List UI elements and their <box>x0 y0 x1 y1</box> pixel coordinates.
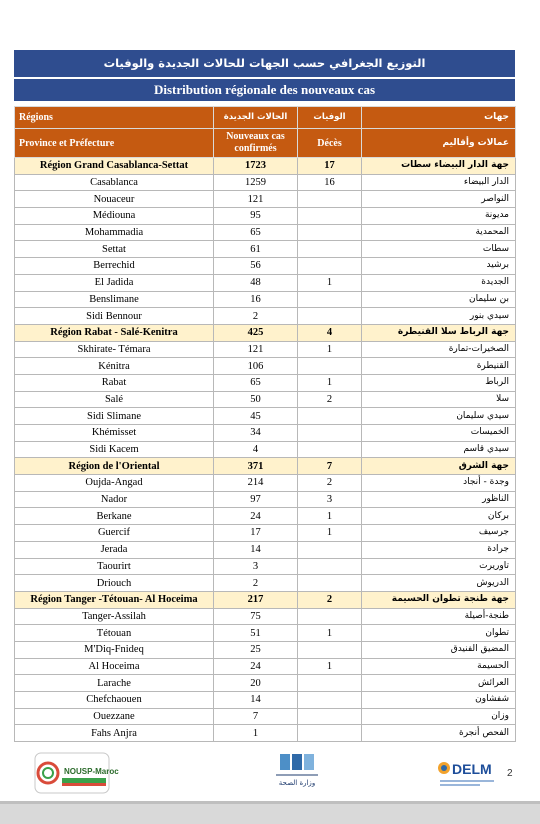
arabic-name-cell: جهة الدار البيضاء سطات <box>362 158 516 175</box>
deaths-cell: 2 <box>298 475 362 492</box>
arabic-name-cell: المحمدية <box>362 224 516 241</box>
new-cases-cell: 97 <box>214 491 298 508</box>
new-cases-cell: 14 <box>214 692 298 709</box>
deaths-cell <box>298 408 362 425</box>
header-regions-ar: جهات <box>362 107 516 129</box>
table-row <box>15 408 516 425</box>
table-row <box>15 291 516 308</box>
region-row <box>15 324 516 341</box>
deaths-cell: 7 <box>298 458 362 475</box>
deaths-cell: 2 <box>298 591 362 608</box>
place-name-cell: Région Tanger -Tétouan- Al Hoceima <box>15 591 214 608</box>
place-name-cell: Ouezzane <box>15 708 214 725</box>
new-cases-cell: 45 <box>214 408 298 425</box>
table-row <box>15 274 516 291</box>
table-row <box>15 641 516 658</box>
deaths-cell <box>298 558 362 575</box>
arabic-name-cell: الدريوش <box>362 575 516 592</box>
place-name-cell: Kénitra <box>15 358 214 375</box>
place-name-cell: Nouaceur <box>15 191 214 208</box>
table-row <box>15 541 516 558</box>
arabic-name-cell: مديونة <box>362 208 516 225</box>
arabic-name-cell: برشيد <box>362 258 516 275</box>
table-row <box>15 491 516 508</box>
arabic-name-cell: وزان <box>362 708 516 725</box>
new-cases-cell: 1 <box>214 725 298 742</box>
table-row <box>15 692 516 709</box>
place-name-cell: Fahs Anjra <box>15 725 214 742</box>
new-cases-cell: 217 <box>214 591 298 608</box>
new-cases-cell: 121 <box>214 191 298 208</box>
header-new-cases-ar: الحالات الجديدة <box>214 107 298 129</box>
bottom-bar <box>0 801 540 824</box>
place-name-cell: Région de l'Oriental <box>15 458 214 475</box>
deaths-cell <box>298 575 362 592</box>
table-row <box>15 708 516 725</box>
new-cases-cell: 17 <box>214 525 298 542</box>
arabic-name-cell: الصخيرات-تمارة <box>362 341 516 358</box>
place-name-cell: Guercif <box>15 525 214 542</box>
arabic-name-cell: المضيق الفنيدق <box>362 641 516 658</box>
table-row <box>15 725 516 742</box>
new-cases-cell: 65 <box>214 374 298 391</box>
new-cases-cell: 65 <box>214 224 298 241</box>
region-row <box>15 458 516 475</box>
arabic-name-cell: سطات <box>362 241 516 258</box>
header-regions: Régions <box>15 107 214 129</box>
table-row <box>15 258 516 275</box>
header-province-ar: عمالات وأقاليم <box>362 129 516 158</box>
table-row <box>15 475 516 492</box>
table-header-row-2 <box>15 129 516 158</box>
arabic-name-cell: تاوريرت <box>362 558 516 575</box>
new-cases-cell: 61 <box>214 241 298 258</box>
arabic-name-cell: الرباط <box>362 374 516 391</box>
deaths-cell <box>298 208 362 225</box>
arabic-name-cell: الفحص أنجرة <box>362 725 516 742</box>
new-cases-cell: 34 <box>214 425 298 442</box>
place-name-cell: Sidi Bennour <box>15 308 214 325</box>
table-row <box>15 208 516 225</box>
place-name-cell: Région Grand Casablanca-Settat <box>15 158 214 175</box>
place-name-cell: Nador <box>15 491 214 508</box>
deaths-cell: 1 <box>298 508 362 525</box>
deaths-cell <box>298 692 362 709</box>
table-row <box>15 658 516 675</box>
table-row <box>15 625 516 642</box>
new-cases-cell: 14 <box>214 541 298 558</box>
table-row <box>15 391 516 408</box>
deaths-cell <box>298 358 362 375</box>
arabic-name-cell: وجدة - أنجاد <box>362 475 516 492</box>
arabic-name-cell: الخميسات <box>362 425 516 442</box>
deaths-cell: 4 <box>298 324 362 341</box>
table-row <box>15 608 516 625</box>
new-cases-cell: 371 <box>214 458 298 475</box>
table-row <box>15 508 516 525</box>
new-cases-cell: 24 <box>214 508 298 525</box>
new-cases-cell: 4 <box>214 441 298 458</box>
place-name-cell: Salé <box>15 391 214 408</box>
new-cases-cell: 51 <box>214 625 298 642</box>
table-row <box>15 525 516 542</box>
arabic-name-cell: شفشاون <box>362 692 516 709</box>
arabic-name-cell: سلا <box>362 391 516 408</box>
table-row <box>15 358 516 375</box>
deaths-cell: 1 <box>298 341 362 358</box>
place-name-cell: Casablanca <box>15 174 214 191</box>
place-name-cell: Benslimane <box>15 291 214 308</box>
table-row <box>15 425 516 442</box>
table-row <box>15 675 516 692</box>
deaths-cell: 1 <box>298 374 362 391</box>
ministry-logo-text: وزارة الصحة <box>278 779 316 787</box>
place-name-cell: Tanger-Assilah <box>15 608 214 625</box>
place-name-cell: Région Rabat - Salé-Kenitra <box>15 324 214 341</box>
new-cases-cell: 50 <box>214 391 298 408</box>
place-name-cell: Mohammadia <box>15 224 214 241</box>
arabic-name-cell: النواصر <box>362 191 516 208</box>
new-cases-cell: 121 <box>214 341 298 358</box>
deaths-cell <box>298 291 362 308</box>
place-name-cell: Khémisset <box>15 425 214 442</box>
arabic-name-cell: جرادة <box>362 541 516 558</box>
place-name-cell: Tétouan <box>15 625 214 642</box>
arabic-name-cell: جهة الرباط سلا القنيطرة <box>362 324 516 341</box>
header-province: Province et Préfecture <box>15 129 214 158</box>
arabic-name-cell: الجديدة <box>362 274 516 291</box>
arabic-name-cell: بركان <box>362 508 516 525</box>
arabic-name-cell: جرسيف <box>362 525 516 542</box>
new-cases-cell: 1723 <box>214 158 298 175</box>
header-deaths: Décès <box>298 129 362 158</box>
ministry-of-health-logo <box>274 752 320 794</box>
arabic-name-cell: الناظور <box>362 491 516 508</box>
delm-logo <box>436 756 498 792</box>
nousp-maroc-logo <box>34 752 119 794</box>
new-cases-cell: 56 <box>214 258 298 275</box>
table-row <box>15 575 516 592</box>
place-name-cell: Settat <box>15 241 214 258</box>
new-cases-cell: 1259 <box>214 174 298 191</box>
place-name-cell: Rabat <box>15 374 214 391</box>
delm-logo-text: DELM <box>452 761 492 777</box>
new-cases-cell: 75 <box>214 608 298 625</box>
deaths-cell <box>298 241 362 258</box>
new-cases-cell: 7 <box>214 708 298 725</box>
arabic-title-banner: التوزيع الجغرافي حسب الجهات للحالات الجديدة والوفيات <box>14 50 515 77</box>
place-name-cell: Skhirate- Témara <box>15 341 214 358</box>
place-name-cell: Médiouna <box>15 208 214 225</box>
deaths-cell <box>298 191 362 208</box>
arabic-name-cell: سيدي بنور <box>362 308 516 325</box>
deaths-cell: 2 <box>298 391 362 408</box>
new-cases-cell: 16 <box>214 291 298 308</box>
deaths-cell: 17 <box>298 158 362 175</box>
regional-distribution-table <box>14 106 516 742</box>
deaths-cell: 16 <box>298 174 362 191</box>
arabic-name-cell: العرائش <box>362 675 516 692</box>
new-cases-cell: 20 <box>214 675 298 692</box>
arabic-name-cell: سيدي سليمان <box>362 408 516 425</box>
place-name-cell: Berrechid <box>15 258 214 275</box>
arabic-name-cell: جهة طنجة تطوان الحسيمة <box>362 591 516 608</box>
new-cases-cell: 24 <box>214 658 298 675</box>
table-header-row-1 <box>15 107 516 129</box>
arabic-name-cell: جهة الشرق <box>362 458 516 475</box>
arabic-name-cell: تطوان <box>362 625 516 642</box>
deaths-cell: 3 <box>298 491 362 508</box>
table-row <box>15 241 516 258</box>
deaths-cell <box>298 258 362 275</box>
place-name-cell: Chefchaouen <box>15 692 214 709</box>
page-number: 2 <box>507 768 513 779</box>
deaths-cell <box>298 725 362 742</box>
page-footer <box>0 748 540 800</box>
table-row <box>15 174 516 191</box>
french-title-banner: Distribution régionale des nouveaux cas <box>14 79 515 101</box>
new-cases-cell: 2 <box>214 575 298 592</box>
deaths-cell <box>298 224 362 241</box>
nousp-logo-text: NOUSP-Maroc <box>64 767 119 776</box>
place-name-cell: Sidi Slimane <box>15 408 214 425</box>
region-row <box>15 158 516 175</box>
new-cases-cell: 425 <box>214 324 298 341</box>
new-cases-cell: 95 <box>214 208 298 225</box>
header-new-cases: Nouveaux cas confirmés <box>214 129 298 158</box>
header-deaths-ar: الوفيات <box>298 107 362 129</box>
place-name-cell: M'Diq-Fnideq <box>15 641 214 658</box>
place-name-cell: El Jadida <box>15 274 214 291</box>
deaths-cell: 1 <box>298 274 362 291</box>
deaths-cell <box>298 308 362 325</box>
place-name-cell: Taourirt <box>15 558 214 575</box>
table-row <box>15 441 516 458</box>
place-name-cell: Jerada <box>15 541 214 558</box>
region-row <box>15 591 516 608</box>
new-cases-cell: 3 <box>214 558 298 575</box>
deaths-cell <box>298 608 362 625</box>
table-row <box>15 191 516 208</box>
arabic-name-cell: الدار البيضاء <box>362 174 516 191</box>
table-row <box>15 224 516 241</box>
place-name-cell: Sidi Kacem <box>15 441 214 458</box>
new-cases-cell: 48 <box>214 274 298 291</box>
table-row <box>15 341 516 358</box>
deaths-cell: 1 <box>298 525 362 542</box>
place-name-cell: Berkane <box>15 508 214 525</box>
deaths-cell <box>298 708 362 725</box>
deaths-cell <box>298 641 362 658</box>
arabic-name-cell: القنيطرة <box>362 358 516 375</box>
place-name-cell: Oujda-Angad <box>15 475 214 492</box>
deaths-cell <box>298 675 362 692</box>
deaths-cell <box>298 425 362 442</box>
deaths-cell <box>298 541 362 558</box>
place-name-cell: Al Hoceima <box>15 658 214 675</box>
place-name-cell: Larache <box>15 675 214 692</box>
arabic-name-cell: بن سليمان <box>362 291 516 308</box>
arabic-name-cell: الحسيمة <box>362 658 516 675</box>
table-row <box>15 558 516 575</box>
deaths-cell: 1 <box>298 658 362 675</box>
new-cases-cell: 106 <box>214 358 298 375</box>
table-row <box>15 308 516 325</box>
arabic-name-cell: سيدي قاسم <box>362 441 516 458</box>
new-cases-cell: 25 <box>214 641 298 658</box>
arabic-name-cell: طنجة-أصيلة <box>362 608 516 625</box>
new-cases-cell: 2 <box>214 308 298 325</box>
table-row <box>15 374 516 391</box>
deaths-cell <box>298 441 362 458</box>
deaths-cell: 1 <box>298 625 362 642</box>
new-cases-cell: 214 <box>214 475 298 492</box>
place-name-cell: Driouch <box>15 575 214 592</box>
